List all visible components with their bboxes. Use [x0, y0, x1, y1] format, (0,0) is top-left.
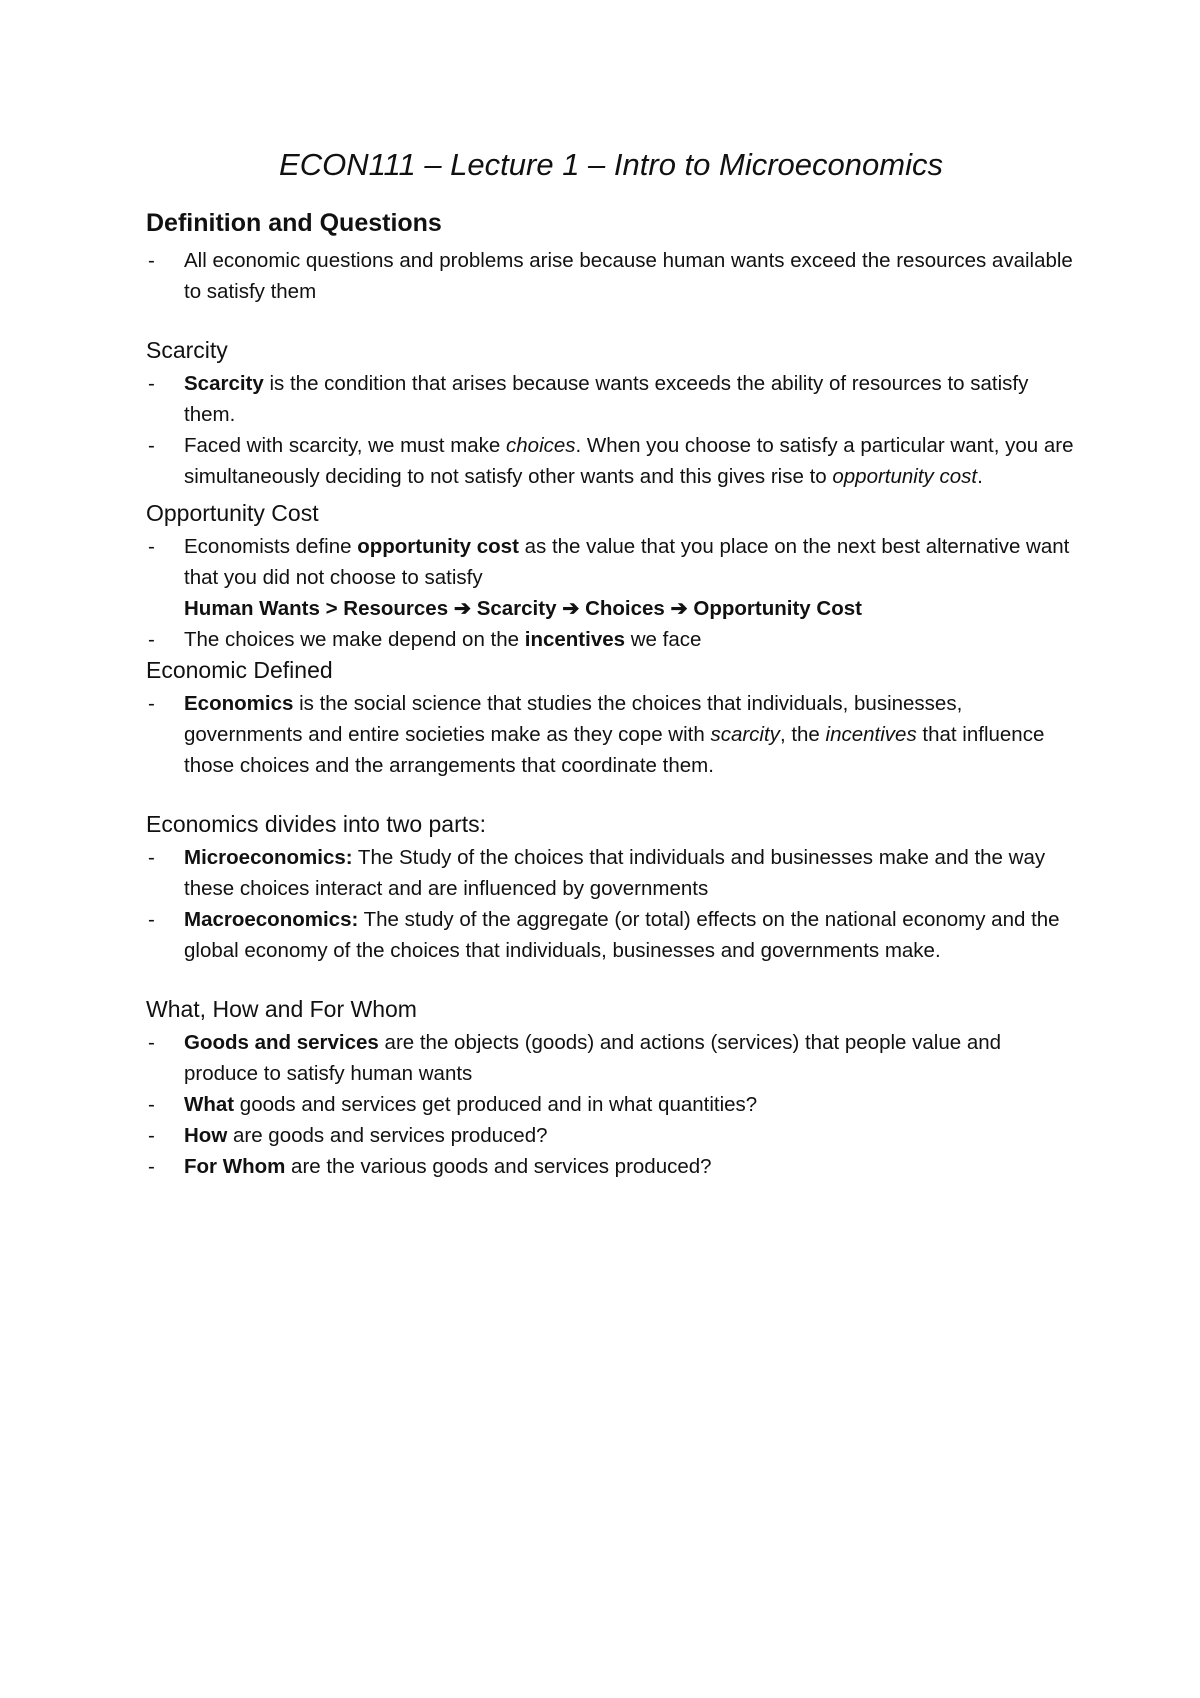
- chain-choices: Choices: [585, 597, 665, 620]
- arrow-right-icon: ➔: [453, 597, 471, 620]
- list-item: [146, 1089, 1076, 1120]
- what-text: goods and services get produced and in what quantities?: [234, 1093, 758, 1116]
- definition-text: All economic questions and problems arise because human wants exceed the resources available to satisfy them: [184, 249, 1073, 303]
- period: .: [977, 465, 983, 488]
- incentives-text: The choices we make depend on the: [184, 628, 525, 651]
- scarcity-definition-text: is the condition that arises because wants exceeds the ability of resources to satisfy them.: [184, 372, 1029, 426]
- list-item: [146, 531, 1076, 624]
- term-opportunity-cost-bold: opportunity cost: [357, 535, 519, 558]
- heading-opportunity-cost: Opportunity Cost: [146, 500, 319, 526]
- term-economics: Economics: [184, 692, 294, 715]
- chain-human-wants: Human Wants > Resources: [184, 597, 449, 620]
- definition-list: [146, 245, 1076, 307]
- scarcity-choices-text: Faced with scarcity, we must make: [184, 434, 507, 457]
- document-content: [146, 145, 1076, 1182]
- opportunity-definition-text: as the value that you place on the next best alternative want that you did not choose to satisfy: [184, 535, 1070, 589]
- term-macroeconomics: Macroeconomics:: [184, 908, 359, 931]
- opportunity-cost-list: [146, 531, 1076, 655]
- opportunity-define-text: Economists define: [184, 535, 358, 558]
- term-choices: choices: [506, 434, 576, 457]
- incentives-tail-text: we face: [625, 628, 702, 651]
- economics-tail-text: that influence those choices and the arrangements that coordinate them.: [184, 723, 1045, 777]
- heading-economic-defined: Economic Defined: [146, 657, 333, 683]
- list-item: [146, 1151, 1076, 1182]
- list-item: [146, 624, 1076, 655]
- microeconomics-text: The Study of the choices that individuals and businesses make and the way these choices interact and are influenced by governments: [184, 846, 1046, 900]
- term-for-whom: For Whom: [184, 1155, 286, 1178]
- heading-two-parts: Economics divides into two parts:: [146, 811, 487, 837]
- term-goods-and-services: Goods and services: [184, 1031, 379, 1054]
- term-opportunity-cost: opportunity cost: [832, 465, 978, 488]
- term-scarcity: Scarcity: [184, 372, 264, 395]
- list-item: [146, 842, 1076, 904]
- how-text: are goods and services produced?: [227, 1124, 548, 1147]
- list-item: [146, 1027, 1076, 1089]
- list-item: [146, 368, 1076, 430]
- chain-opportunity-cost: Opportunity Cost: [693, 597, 862, 620]
- list-item: [146, 430, 1076, 492]
- economics-the-text: , the: [779, 723, 826, 746]
- arrow-right-icon: ➔: [670, 597, 688, 620]
- scarcity-want-text: . When you choose to satisfy a particular want, you are simultaneously deciding to not satisfy other wants and this gives rise to: [184, 434, 1074, 488]
- term-incentives: incentives: [524, 628, 626, 651]
- macroeconomics-text: The study of the aggregate (or total) effects on the national economy and the global economy of the choices that individuals, businesses and governments make.: [184, 908, 1060, 962]
- list-item: [146, 688, 1076, 781]
- list-item: [146, 1120, 1076, 1151]
- economics-definition-text: is the social science that studies the choices that individuals, businesses, governments and entire societies make as they cope with: [184, 692, 963, 746]
- term-scarcity-italic: scarcity: [710, 723, 780, 746]
- what-how-list: [146, 1027, 1076, 1182]
- heading-definition-and-questions: Definition and Questions: [146, 209, 442, 237]
- two-parts-list: [146, 842, 1076, 966]
- chain-scarcity: Scarcity: [476, 597, 557, 620]
- heading-what-how-for-whom: What, How and For Whom: [146, 996, 417, 1022]
- list-item: [146, 904, 1076, 966]
- causal-chain: [184, 593, 1076, 624]
- scarcity-list: [146, 368, 1076, 492]
- for-whom-text: are the various goods and services produced?: [285, 1155, 712, 1178]
- economic-defined-list: [146, 688, 1076, 781]
- goods-services-text: are the objects (goods) and actions (services) that people value and produce to satisfy human wants: [184, 1031, 1002, 1085]
- arrow-right-icon: ➔: [562, 597, 580, 620]
- term-what: What: [184, 1093, 235, 1116]
- document-title: ECON111 – Lecture 1 – Intro to Microeconomics: [279, 147, 943, 182]
- term-how: How: [184, 1124, 228, 1147]
- term-incentives-italic: incentives: [825, 723, 917, 746]
- heading-scarcity: Scarcity: [146, 337, 228, 363]
- term-microeconomics: Microeconomics:: [184, 846, 353, 869]
- list-item: [146, 245, 1076, 307]
